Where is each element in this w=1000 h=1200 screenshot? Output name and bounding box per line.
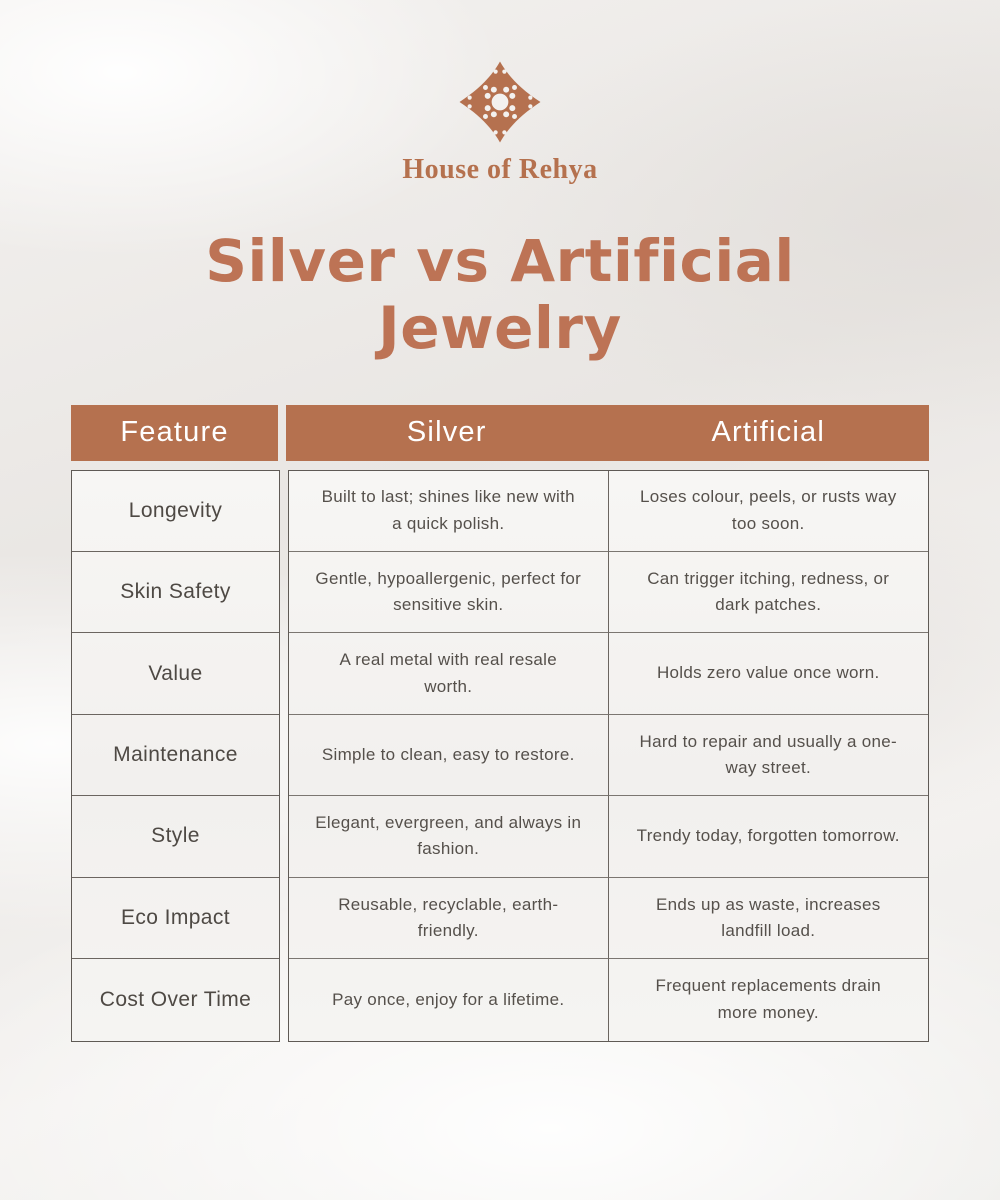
artificial-cell: Ends up as waste, increases landfill load. [609, 878, 929, 959]
feature-label: Maintenance [72, 715, 279, 796]
silver-cell: Elegant, evergreen, and always in fashion. [289, 796, 609, 877]
artificial-column-header: Artificial [711, 416, 825, 449]
comparison-grid [288, 470, 929, 1042]
artificial-cell: Loses colour, peels, or rusts way too soon. [609, 471, 929, 552]
brand-block [402, 58, 597, 186]
page-title [205, 228, 795, 363]
table-header-row [71, 405, 929, 461]
feature-label: Style [72, 796, 279, 877]
feature-column [71, 470, 280, 1042]
feature-label: Value [72, 633, 279, 714]
silver-cell: Simple to clean, easy to restore. [289, 715, 609, 796]
artificial-cell: Trendy today, forgotten tomorrow. [609, 796, 929, 877]
silver-cell: A real metal with real resale worth. [289, 633, 609, 714]
page-title-line1: Silver vs Artificial [205, 227, 795, 295]
feature-column-header: Feature [71, 405, 278, 461]
page-title-line2: Jewelry [378, 294, 622, 363]
damask-ornament-icon [456, 58, 544, 146]
silver-column-header: Silver [406, 416, 487, 449]
silver-cell: Built to last; shines like new with a quick polish. [289, 471, 609, 552]
artificial-cell: Frequent replacements drain more money. [655, 976, 881, 1022]
feature-label: Cost Over Time [99, 987, 252, 1011]
artificial-cell: Hard to repair and usually a one-way street. [609, 715, 929, 796]
artificial-cell: Can trigger itching, redness, or dark patches. [609, 552, 929, 633]
feature-label: Skin Safety [72, 552, 279, 633]
silver-cell: Reusable, recyclable, earth-friendly. [289, 878, 609, 959]
feature-label: Eco Impact [72, 878, 279, 959]
comparison-columns-header [286, 405, 929, 461]
comparison-table [71, 405, 929, 1042]
silver-cell: Pay once, enjoy for a lifetime. [289, 959, 609, 1040]
brand-name: House of Rehya [402, 154, 598, 185]
feature-label: Longevity [72, 471, 279, 552]
artificial-cell: Holds zero value once worn. [609, 633, 929, 714]
silver-cell: Gentle, hypoallergenic, perfect for sensitive skin. [289, 552, 609, 633]
table-body [71, 470, 929, 1042]
